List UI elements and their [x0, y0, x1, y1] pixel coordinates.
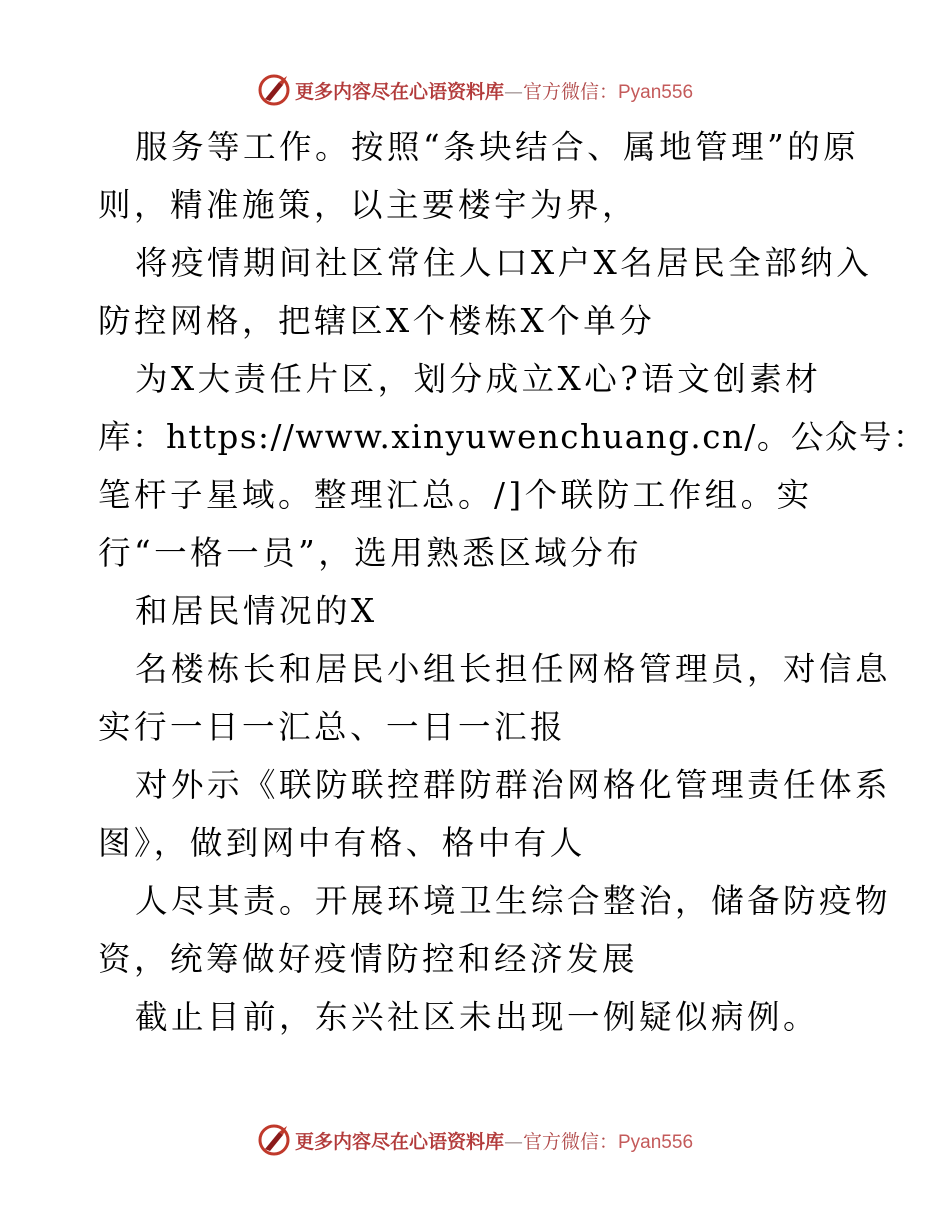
body-line: 则，精准施策，以主要楼宇为界， [98, 186, 639, 224]
footer-wechat-label: 官方微信： [522, 1130, 618, 1153]
header-wechat-label: 官方微信： [522, 80, 618, 103]
document-body [98, 118, 927, 1046]
body-line: 笔杆子星域。整理汇总。/]个联防工作组。实 [98, 476, 813, 514]
header-banner [0, 70, 950, 110]
footer-banner-text [295, 1127, 693, 1154]
body-line: 实行一日一汇总、一日一汇报 [98, 708, 567, 746]
header-wechat-id: Pyan556 [618, 81, 694, 103]
header-banner-text [295, 77, 693, 104]
body-line: 库：https://www.xinyuwenchuang.cn/。公众号： [98, 418, 927, 456]
body-line: 名楼栋长和居民小组长担任网格管理员，对信息 [135, 650, 892, 688]
body-line: 人尽其责。开展环境卫生综合整治，储备防疫物 [135, 882, 892, 920]
footer-brand: 更多内容尽在心语资料库 [294, 1130, 504, 1153]
body-line: 行“一格一员”，选用熟悉区域分布 [98, 534, 643, 572]
body-line: 图》，做到网中有格、格中有人 [98, 824, 586, 862]
footer-wechat-id: Pyan556 [618, 1131, 694, 1153]
body-line: 防控网格，把辖区X个楼栋X个单分 [98, 302, 656, 340]
body-line: 将疫情期间社区常住人口X户X名居民全部纳入 [135, 244, 873, 282]
header-dash: — [503, 80, 523, 103]
body-line: 和居民情况的X [135, 592, 378, 630]
footer-dash: — [503, 1130, 523, 1153]
quill-pen-circle-icon [257, 73, 291, 107]
body-line: 服务等工作。按照“条块结合、属地管理”的原 [135, 128, 860, 166]
body-line: 对外示《联防联控群防群治网格化管理责任体系 [135, 766, 892, 804]
footer-banner [0, 1120, 950, 1160]
body-line: 为X大责任片区，划分成立X心?语文创素材 [135, 360, 822, 398]
body-line: 资，统筹做好疫情防控和经济发展 [98, 940, 639, 978]
quill-pen-circle-icon [257, 1123, 291, 1157]
body-line: 截止目前，东兴社区未出现一例疑似病例。 [135, 998, 820, 1036]
header-brand: 更多内容尽在心语资料库 [294, 80, 504, 103]
